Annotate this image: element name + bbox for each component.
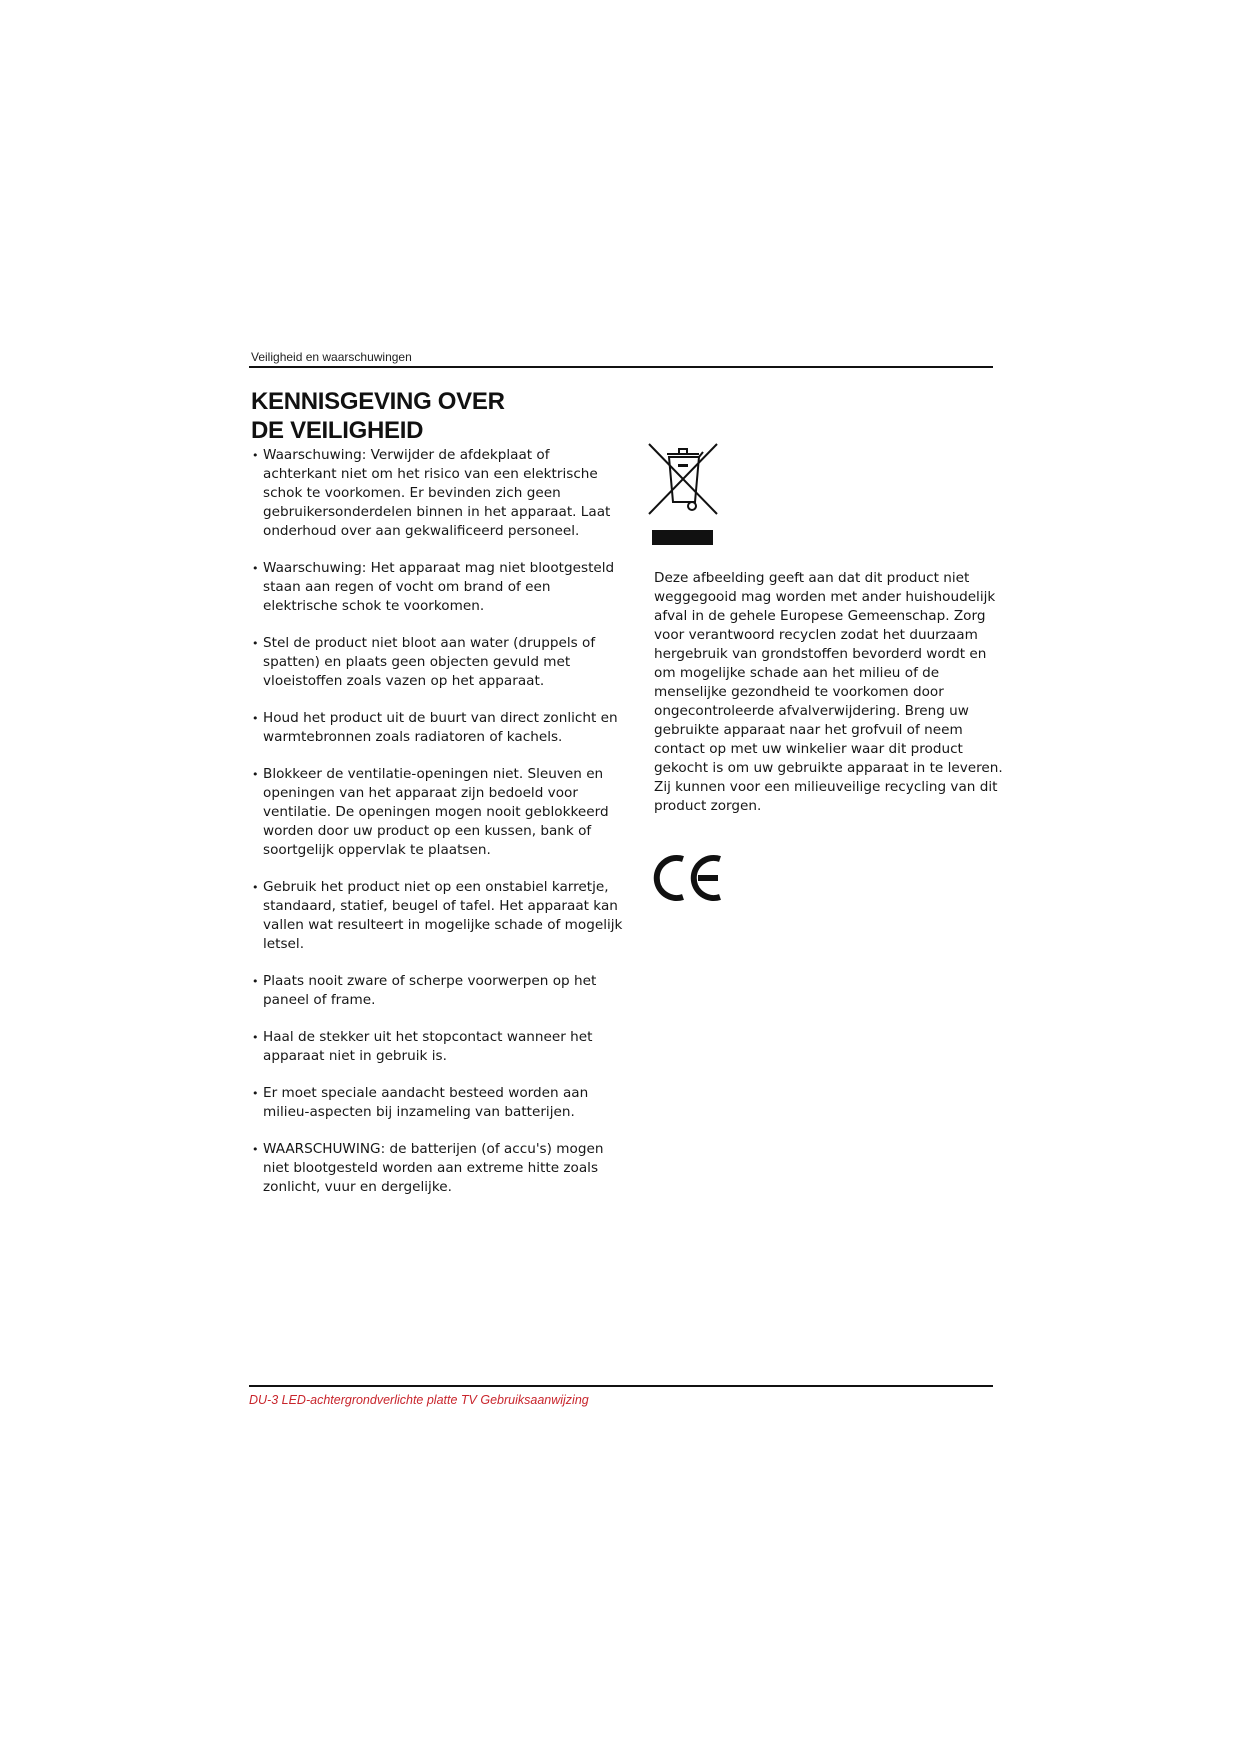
safety-item: • Houd het product uit de buurt van direct zonlicht en warmtebronnen zoals radiatoren of kachels. <box>253 709 623 747</box>
page-footer: DU-3 LED-achtergrondverlichte platte TV Gebruiksaanwijzing <box>249 1393 589 1407</box>
page-title-line-2: DE VEILIGHEID <box>251 417 424 444</box>
safety-item: • Er moet speciale aandacht besteed worden aan milieu-aspecten bij inzameling van batterijen. <box>253 1084 623 1122</box>
ce-mark-icon <box>652 852 724 904</box>
safety-item: • WAARSCHUWING: de batterijen (of accu's) mogen niet blootgesteld worden aan extreme hitte zoals zonlicht, vuur en dergelijke. <box>253 1140 623 1197</box>
safety-warnings-list <box>253 446 623 1215</box>
safety-item: • Plaats nooit zware of scherpe voorwerpen op het paneel of frame. <box>253 972 623 1010</box>
running-header: Veiligheid en waarschuwingen <box>251 350 412 364</box>
safety-item: • Blokkeer de ventilatie-openingen niet. Sleuven en openingen van het apparaat zijn bedoeld voor ventilatie. De openingen mogen nooit geblokkeerd worden door uw product op een kussen, bank of soortgelijk oppervlak te plaatsen. <box>253 765 623 860</box>
header-divider <box>249 366 993 368</box>
safety-item: • Haal de stekker uit het stopcontact wanneer het apparaat niet in gebruik is. <box>253 1028 623 1066</box>
safety-item: • Waarschuwing: Het apparaat mag niet blootgesteld staan aan regen of vocht om brand of een elektrische schok te voorkomen. <box>253 559 623 616</box>
safety-item: • Gebruik het product niet op een onstabiel karretje, standaard, statief, beugel of tafel. Het apparaat kan vallen wat resulteert in mogelijke schade of mogelijk letsel. <box>253 878 623 954</box>
page-title <box>251 387 505 445</box>
footer-divider <box>249 1385 993 1387</box>
page-title-line-1: KENNISGEVING OVER <box>251 388 505 415</box>
safety-item: • Stel de product niet bloot aan water (druppels of spatten) en plaats geen objecten gevuld met vloeistoffen zoals vazen op het apparaat. <box>253 634 623 691</box>
crossed-out-wheelie-bin-icon <box>645 440 721 518</box>
recycling-notice: Deze afbeelding geeft aan dat dit product niet weggegooid mag worden met ander huishoudelijk afval in de gehele Europese Gemeenschap. Zorg voor verantwoord recyclen zodat het duurzaam hergebruik van grondstoffen bevorderd wordt en om mogelijke schade aan het milieu of de menselijke gezondheid te voorkomen door ongecontroleerde afvalverwijdering. Breng uw gebruikte apparaat naar het grofvuil of neem contact op met uw winkelier waar dit product gekocht is om uw gebruikte apparaat in te leveren. Zij kunnen voor een milieuveilige recycling van dit product zorgen. <box>654 570 1003 814</box>
safety-item: • Waarschuwing: Verwijder de afdekplaat of achterkant niet om het risico van een elektrische schok te voorkomen. Er bevinden zich geen gebruikersonderdelen binnen in het apparaat. Laat onderhoud over aan gekwalificeerd personeel. <box>253 446 623 541</box>
weee-underline-bar <box>652 530 713 545</box>
